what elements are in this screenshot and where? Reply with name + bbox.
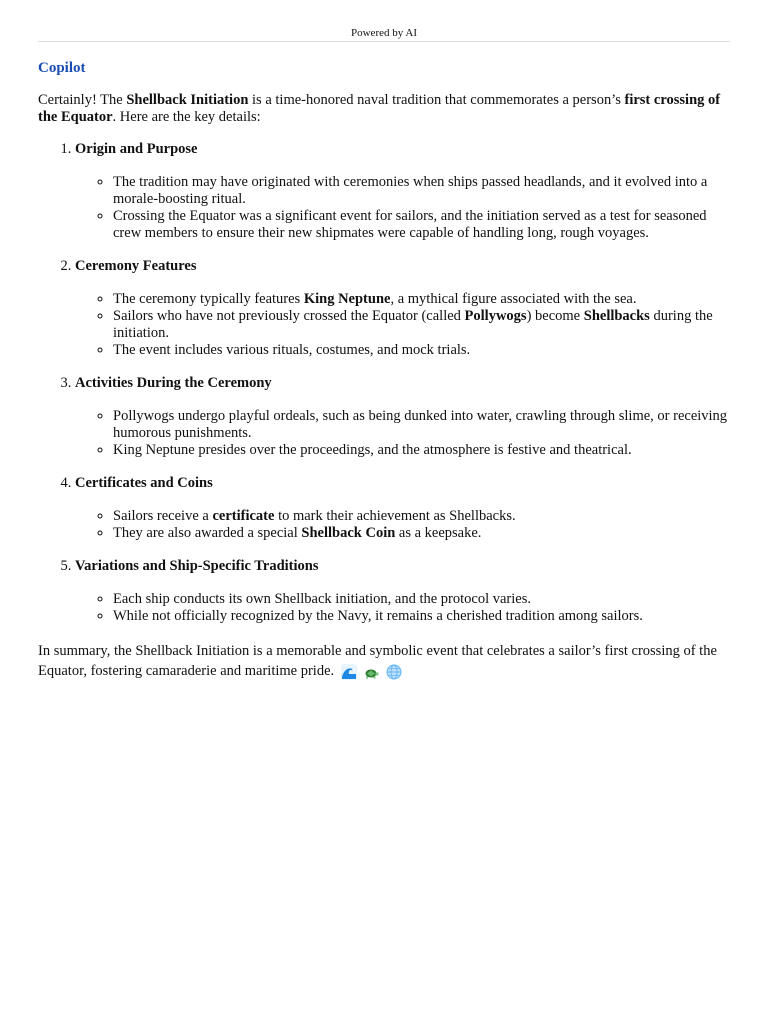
section-title: 2. Ceremony Features <box>75 258 197 274</box>
detail-text: , a mythical figure associated with the sea. <box>390 291 637 307</box>
intro-text-2: is a time-honored naval tradition that commemorates a person’s <box>248 92 625 108</box>
detail-list <box>75 591 730 625</box>
summary-text: In summary, the Shellback Initiation is a memorable and symbolic event that celebrates a sailor’s first crossing of the Equator, fostering camaraderie and maritime pride. <box>38 643 717 679</box>
detail-bold: Shellback Coin <box>301 525 396 541</box>
intro-bold-2: first crossing of the Equator <box>38 92 721 125</box>
detail-text: The tradition may have originated with ceremonies when ships passed headlands, and it evolved into a morale-boosting ritual. <box>113 174 708 207</box>
detail-list <box>75 408 730 459</box>
detail-item <box>113 308 730 342</box>
section-title: 5. Variations and Ship-Specific Traditions <box>75 558 319 574</box>
detail-text: Crossing the Equator was a significant event for sailors, and the initiation served as a test for seasoned crew members to ensure their new shipmates were capable of handling long, rough voyages. <box>113 208 707 241</box>
intro-paragraph <box>38 92 730 126</box>
section-item <box>75 475 730 542</box>
intro-text-1: Certainly! The <box>38 92 127 108</box>
detail-list <box>75 508 730 542</box>
section-title: 1. Origin and Purpose <box>75 141 198 157</box>
detail-bold: Pollywogs <box>464 308 527 324</box>
section-item <box>75 558 730 625</box>
detail-item <box>113 442 730 459</box>
detail-text: Each ship conducts its own Shellback initiation, and the protocol varies. <box>113 591 531 607</box>
detail-item <box>113 591 730 608</box>
detail-text: Sailors receive a <box>113 508 213 524</box>
detail-bold: Shellbacks <box>583 308 650 324</box>
detail-text: as a keepsake. <box>395 525 482 541</box>
detail-item <box>113 408 730 442</box>
globe-icon <box>386 664 402 680</box>
section-title: 4. Certificates and Coins <box>75 475 213 491</box>
section-item <box>75 141 730 242</box>
turtle-icon <box>363 664 379 680</box>
detail-list <box>75 291 730 359</box>
copilot-brand-label: Copilot <box>38 60 86 76</box>
wave-icon <box>341 664 357 680</box>
detail-text: to mark their achievement as Shellbacks. <box>274 508 516 524</box>
detail-text: The ceremony typically features <box>113 291 304 307</box>
detail-item <box>113 608 730 625</box>
detail-bold: King Neptune <box>303 291 391 307</box>
section-item <box>75 375 730 459</box>
detail-item <box>113 291 730 308</box>
summary-paragraph <box>38 641 730 681</box>
detail-text: ) become <box>526 308 584 324</box>
detail-text: Pollywogs undergo playful ordeals, such as being dunked into water, crawling through slime, or receiving humorous punishments. <box>113 408 728 441</box>
section-item <box>75 258 730 359</box>
intro-bold-1: Shellback Initiation <box>126 92 249 108</box>
detail-item <box>113 208 730 242</box>
detail-item <box>113 525 730 542</box>
detail-item <box>113 342 730 359</box>
detail-text: during the initiation. <box>113 308 713 341</box>
detail-item <box>113 508 730 525</box>
sections-list <box>38 141 730 625</box>
powered-by-header: Powered by AI <box>38 0 730 42</box>
detail-text: King Neptune presides over the proceedings, and the atmosphere is festive and theatrical. <box>113 442 632 458</box>
detail-item <box>113 174 730 208</box>
section-title: 3. Activities During the Ceremony <box>75 375 272 391</box>
detail-list <box>75 174 730 242</box>
detail-text: Sailors who have not previously crossed the Equator (called <box>113 308 465 324</box>
detail-text: While not officially recognized by the Navy, it remains a cherished tradition among sailors. <box>113 608 643 624</box>
intro-text-3: . Here are the key details: <box>112 109 261 125</box>
detail-bold: certificate <box>212 508 275 524</box>
detail-text: They are also awarded a special <box>113 525 302 541</box>
detail-text: The event includes various rituals, costumes, and mock trials. <box>113 342 471 358</box>
